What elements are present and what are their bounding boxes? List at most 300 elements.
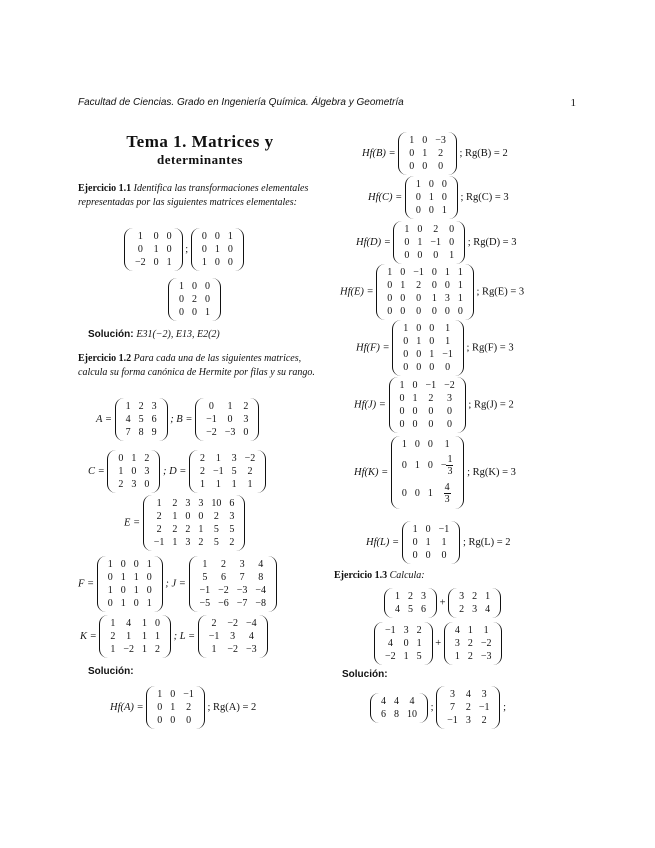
label-HE: Hf(E) =: [340, 286, 374, 298]
matrix-D: [189, 450, 266, 493]
matrix-cell: 3: [231, 453, 237, 464]
matrix-cell: 1: [231, 479, 237, 490]
matrix-cell: −2: [244, 453, 256, 464]
label-HK: Hf(K) =: [354, 467, 389, 478]
matrix-cell: 0: [416, 306, 422, 317]
matrix-cell: 0: [415, 192, 421, 203]
matrix-cell: 0: [427, 459, 433, 471]
matrix-cell: 0: [144, 479, 150, 490]
matrix-HA: [146, 686, 205, 729]
matrix-cell: 1: [403, 323, 409, 334]
matrix-J: [189, 556, 278, 612]
ex13-results: [370, 686, 506, 729]
ex12-solution-label: [88, 666, 134, 677]
ex11-matrix-row2: [168, 278, 221, 321]
matrix-HE: [376, 264, 474, 320]
rank-L: ; Rg(L) = 2: [462, 537, 511, 548]
matrix: [191, 228, 244, 271]
matrix-cell: 1: [215, 479, 221, 490]
rank-D: ; Rg(D) = 3: [467, 237, 517, 248]
matrix-cell: 0: [429, 336, 435, 347]
matrix-cell: 1: [215, 453, 221, 464]
matrix-cell: 1: [133, 585, 139, 596]
matrix-cell: 0: [214, 257, 220, 268]
matrix-cell: 2: [416, 625, 422, 636]
matrix-cell: 5: [231, 466, 237, 477]
matrix-cell: 0: [428, 419, 434, 430]
matrix-cell: −1: [413, 267, 424, 278]
matrix-cell: 1: [425, 537, 431, 548]
chapter-title: [78, 132, 322, 168]
matrix-cell: 0: [404, 250, 410, 261]
matrix-cell: −2: [385, 651, 396, 662]
matrix: [370, 693, 428, 723]
matrix-cell: 1: [444, 439, 450, 450]
matrix-cell: 0: [412, 380, 418, 391]
matrix-cell: −1: [183, 689, 194, 700]
matrix: [444, 622, 503, 665]
label-D: ; D =: [162, 466, 187, 477]
matrix-E: [143, 495, 246, 551]
matrix-cell: −3: [236, 585, 248, 596]
matrix-HC: [405, 176, 458, 219]
matrix-cell: 1: [118, 466, 124, 477]
matrix-cell: 0: [205, 281, 210, 292]
matrix-cell: 1: [126, 631, 132, 642]
matrix-cell: 1: [205, 307, 210, 318]
matrix-cell: −1: [438, 524, 450, 535]
matrix-cell: 1: [457, 267, 463, 278]
matrix-HB: [398, 132, 457, 175]
matrix-cell: 1: [428, 192, 434, 203]
matrix-cell: 1: [202, 559, 208, 570]
matrix-cell: 1: [445, 323, 451, 334]
matrix-cell: 3: [198, 498, 204, 509]
matrix-cell: 10: [407, 708, 417, 720]
matrix-cell: −1: [425, 380, 437, 391]
matrix-cell: 0: [412, 550, 418, 561]
matrix-cell: 4: [454, 625, 460, 636]
matrix-cell: 1: [449, 250, 455, 261]
matrix-cell: 0: [429, 362, 435, 373]
matrix-cell: 0: [227, 414, 233, 425]
matrix-cell: 1: [444, 267, 450, 278]
matrix-cell: 0: [146, 572, 152, 583]
matrix-cell: 2: [211, 618, 217, 629]
matrix-cell: 1: [214, 244, 220, 255]
matrix-cell: 1: [403, 651, 409, 662]
matrix-cell: 1: [120, 598, 126, 609]
title-line1: Tema 1. Matrices y: [126, 132, 274, 151]
matrix-cell: 0: [412, 406, 418, 417]
label-K: K =: [80, 631, 97, 642]
matrix-cell: 0: [157, 702, 163, 713]
matrix-cell: 0: [170, 715, 176, 726]
matrix-cell: 4: [394, 695, 399, 707]
matrix-cell: −3: [246, 644, 257, 655]
title-line2: determinantes: [157, 152, 243, 167]
matrix-cell: 8: [394, 708, 399, 720]
row-HC: [368, 176, 509, 219]
matrix-cell: 1: [412, 393, 418, 404]
matrix-cell: −3: [435, 135, 446, 146]
solution-label: Solución:: [342, 669, 388, 680]
matrix-cell: 8: [258, 572, 264, 583]
matrix-cell: −4: [246, 618, 257, 629]
solution-label: Solución:: [88, 666, 134, 677]
matrix-cell: 1: [441, 205, 447, 216]
matrix-cell: 0: [412, 419, 418, 430]
matrix-cell: 6: [229, 498, 235, 509]
matrix-cell: 2: [156, 524, 162, 535]
matrix-cell: 0: [166, 244, 172, 255]
matrix-cell: 5: [213, 524, 219, 535]
label-HA: Hf(A) =: [110, 702, 144, 713]
exercise-text: Calcula:: [389, 570, 425, 581]
matrix-cell: 1: [133, 572, 139, 583]
matrix-cell: 6: [381, 708, 386, 720]
matrix-cell: 4: [387, 638, 393, 649]
matrix-cell: 1: [457, 293, 463, 304]
row-K-L: [80, 615, 268, 658]
matrix-cell: 0: [449, 237, 455, 248]
matrix-cell: 0: [387, 293, 393, 304]
matrix-cell: 2: [213, 511, 219, 522]
matrix-cell: 1: [227, 401, 233, 412]
label-L: ; L =: [173, 631, 196, 642]
matrix-cell: 10: [211, 498, 222, 509]
header-text: Facultad de Ciencias. Grado en Ingeniería Química. Álgebra y Geometría: [78, 97, 404, 108]
matrix-cell: 1: [401, 439, 407, 450]
matrix-cell: 0: [428, 205, 434, 216]
matrix-cell: 3: [481, 689, 487, 700]
matrix: [124, 228, 183, 271]
matrix-cell: 1: [166, 257, 172, 268]
separator: ;: [185, 244, 189, 255]
matrix-cell: 4: [125, 414, 131, 425]
matrix-cell: 0: [120, 585, 126, 596]
matrix-cell: 0: [185, 511, 191, 522]
exercise-1-2: [78, 352, 322, 379]
matrix-cell: 1: [110, 644, 116, 655]
matrix-cell: 1: [445, 336, 451, 347]
matrix-cell: 0: [192, 281, 197, 292]
rank-A: ; Rg(A) = 2: [207, 702, 257, 713]
matrix-cell: 4: [258, 559, 264, 570]
matrix-cell: −1: [206, 414, 217, 425]
matrix-cell: 3: [151, 401, 157, 412]
matrix-cell: 0: [403, 638, 409, 649]
exercise-label: Ejercicio 1.1: [78, 183, 132, 194]
matrix-cell: 0: [446, 419, 452, 430]
matrix-cell: −8: [255, 598, 267, 609]
matrix-cell: 1: [120, 572, 126, 583]
matrix-cell: 5: [202, 572, 208, 583]
matrix-cell: 0: [399, 393, 405, 404]
matrix-cell: 2: [172, 498, 178, 509]
label-F: F =: [78, 578, 95, 590]
matrix-cell: 0: [425, 524, 431, 535]
matrix-cell: 3: [421, 591, 426, 602]
matrix-cell: 3: [472, 604, 478, 615]
matrix-cell: 2: [408, 591, 413, 602]
matrix-cell: 1: [198, 524, 204, 535]
matrix-cell: −4: [255, 585, 267, 596]
matrix-cell: −2: [444, 380, 455, 391]
matrix-cell: 1: [422, 148, 428, 159]
exercise-text: Identifica las transformaciones elementales representadas por las siguientes matrices elementales:: [78, 183, 309, 208]
rank-C: ; Rg(C) = 3: [460, 192, 509, 203]
row-A-B: [96, 398, 259, 441]
label-HF: Hf(F) =: [356, 342, 390, 354]
matrix-cell: 0: [205, 294, 210, 305]
matrix-cell: 2: [438, 148, 444, 159]
matrix-cell: 7: [239, 572, 245, 583]
plus-sign: +: [439, 597, 446, 609]
matrix-cell: 1: [137, 231, 143, 242]
matrix-cell: 1: [154, 631, 160, 642]
matrix-cell: 1: [201, 257, 207, 268]
matrix-cell: 1: [399, 380, 405, 391]
label-HB: Hf(B) =: [362, 148, 396, 159]
separator: ;: [503, 702, 506, 713]
matrix-cell: 1: [409, 135, 415, 146]
matrix-cell: 1: [485, 591, 491, 602]
row-E: [124, 495, 245, 551]
matrix-cell: 4: [248, 631, 254, 642]
matrix-cell: 0: [387, 306, 393, 317]
matrix-cell: 1: [483, 625, 489, 636]
matrix-cell: 1: [172, 511, 178, 522]
row-HB: [362, 132, 508, 175]
matrix-cell: 0: [201, 231, 207, 242]
label-A: A =: [96, 414, 112, 425]
matrix-cell: 1: [157, 689, 163, 700]
matrix-cell: 2: [138, 401, 144, 412]
plus-sign: +: [435, 638, 442, 649]
matrix-cell: 2: [416, 280, 422, 291]
matrix-cell: −1: [213, 466, 224, 477]
matrix-cell: 5: [229, 524, 235, 535]
matrix-cell: 2: [118, 479, 124, 490]
matrix-cell: 3: [243, 414, 249, 425]
matrix-cell: 5: [408, 604, 413, 615]
matrix-cell: 1: [125, 401, 131, 412]
exercise-1-1: [78, 182, 322, 209]
matrix-cell: 0: [170, 689, 176, 700]
matrix-cell: −3: [480, 651, 492, 662]
matrix-cell: 3: [454, 638, 460, 649]
matrix-cell: 0: [401, 459, 407, 471]
matrix-cell: 1: [156, 498, 162, 509]
matrix-cell: 1: [414, 459, 420, 471]
matrix-cell: 2: [200, 466, 206, 477]
matrix-cell: 0: [414, 487, 420, 499]
matrix-cell: 0: [427, 439, 433, 450]
matrix-cell: 2: [192, 294, 197, 305]
rank-F: ; Rg(F) = 3: [466, 342, 514, 354]
matrix-cell: 0: [416, 323, 422, 334]
row-C-D: [88, 450, 266, 493]
row-HL: [366, 521, 511, 564]
matrix-cell: 0: [438, 161, 444, 172]
ex13-sum1: [384, 588, 501, 618]
matrix-cell: 0: [422, 161, 428, 172]
matrix-cell: 1: [107, 585, 113, 596]
matrix-cell: −5: [199, 598, 211, 609]
matrix-cell: 6: [220, 572, 226, 583]
matrix-HL: [402, 521, 461, 564]
matrix-cell: 8: [138, 427, 144, 438]
matrix-cell: 1: [427, 487, 433, 499]
matrix: [436, 686, 500, 729]
matrix-cell: 0: [157, 715, 163, 726]
matrix-cell: 0: [416, 362, 422, 373]
matrix-cell: 0: [120, 559, 126, 570]
matrix-cell: 5: [213, 537, 219, 548]
matrix-cell: 3: [185, 537, 191, 548]
matrix-cell: 1: [417, 237, 423, 248]
matrix-cell: 2: [154, 644, 160, 655]
matrix-cell: 2: [433, 224, 439, 235]
matrix-cell: 1: [416, 336, 422, 347]
matrix-cell: 0: [431, 280, 437, 291]
solution-value: E31(−2), E13, E2(2): [136, 329, 220, 340]
matrix-cell: 0: [403, 362, 409, 373]
matrix-cell: 2: [243, 401, 249, 412]
matrix-cell: 0: [416, 349, 422, 360]
rank-J: ; Rg(J) = 2: [468, 399, 514, 411]
matrix-cell: −1: [385, 625, 396, 636]
matrix-cell: −1: [478, 702, 490, 713]
matrix-cell: 0: [415, 205, 421, 216]
separator: ;: [430, 702, 434, 713]
matrix-cell: 4: [381, 695, 386, 707]
matrix-cell: 0: [399, 406, 405, 417]
matrix-cell: 2: [465, 702, 471, 713]
row-HK: [354, 436, 516, 509]
matrix-cell: 0: [441, 179, 447, 190]
matrix-cell: 1: [107, 559, 113, 570]
matrix-cell: −2: [218, 585, 229, 596]
matrix-cell: −1: [208, 631, 220, 642]
matrix-cell: 3: [446, 393, 452, 404]
rank-E: ; Rg(E) = 3: [476, 286, 525, 298]
matrix-cell: 3: [465, 715, 471, 726]
matrix-cell: −1: [430, 237, 442, 248]
matrix-cell: 0: [431, 267, 437, 278]
matrix-cell: 7: [125, 427, 131, 438]
matrix-cell: 2: [459, 604, 465, 615]
matrix-cell: −6: [218, 598, 229, 609]
matrix-cell: 2: [220, 559, 226, 570]
row-HE: [340, 264, 524, 320]
matrix-cell: 0: [179, 307, 184, 318]
matrix-cell: 0: [409, 161, 415, 172]
label-J: ; J =: [165, 578, 186, 590]
exercise-text: Para cada una de las siguientes matrices, calcula su forma canónica de Hermite por filas y su rango.: [78, 353, 315, 378]
matrix-cell: 1: [395, 591, 400, 602]
matrix-HD: [393, 221, 465, 264]
matrix-cell: 0: [431, 306, 437, 317]
matrix-cell: 3: [449, 689, 455, 700]
ex13-solution-label: [342, 669, 388, 680]
exercise-label: Ejercicio 1.3: [334, 570, 388, 581]
matrix-cell: 0: [118, 453, 124, 464]
row-HD: [356, 221, 516, 264]
matrix-cell: 1: [416, 638, 422, 649]
matrix-cell: 0: [428, 179, 434, 190]
label-HJ: Hf(J) =: [354, 399, 386, 411]
matrix-cell: 1: [404, 224, 410, 235]
matrix-cell: 0: [446, 406, 452, 417]
matrix-cell: −1: [442, 349, 453, 360]
matrix-cell: 1: [247, 479, 253, 490]
matrix-cell: 3: [144, 466, 150, 477]
matrix-cell: 1: [110, 618, 116, 629]
matrix-cell: 4: [485, 604, 491, 615]
matrix-cell: 0: [166, 231, 172, 242]
matrix-cell: 0: [441, 192, 447, 203]
matrix-cell: 0: [133, 559, 139, 570]
matrix-cell: − $\frac{1}{3}$: [440, 453, 453, 477]
matrix-cell: 2: [247, 466, 253, 477]
label-E: E =: [124, 517, 141, 529]
matrix-cell: 4: [126, 618, 132, 629]
matrix-cell: 0: [414, 439, 420, 450]
matrix-cell: 0: [400, 267, 406, 278]
matrix-cell: 0: [387, 280, 393, 291]
matrix-cell: 0: [422, 135, 428, 146]
matrix-cell: 1: [467, 625, 473, 636]
matrix-cell: 9: [151, 427, 157, 438]
matrix-cell: 1: [141, 618, 147, 629]
matrix-cell: 0: [146, 585, 152, 596]
page-number: 1: [570, 97, 576, 109]
matrix-cell: 2: [467, 651, 473, 662]
matrix-cell: 1: [400, 280, 406, 291]
matrix-cell: 1: [170, 702, 176, 713]
matrix-cell: 1: [415, 179, 421, 190]
matrix-cell: −7: [236, 598, 248, 609]
matrix-cell: 0: [243, 427, 249, 438]
matrix-cell: 0: [208, 401, 214, 412]
matrix-HK: [391, 436, 465, 509]
matrix-cell: −1: [199, 585, 211, 596]
matrix-cell: 0: [400, 306, 406, 317]
matrix-cell: 6: [421, 604, 426, 615]
matrix-cell: 0: [409, 148, 415, 159]
label-B: ; B =: [170, 414, 193, 425]
matrix-cell: 1: [441, 537, 447, 548]
matrix-cell: 0: [403, 349, 409, 360]
matrix-cell: 0: [227, 244, 233, 255]
matrix-cell: 3: [230, 631, 236, 642]
matrix-cell: 3: [403, 625, 409, 636]
matrix-cell: 0: [400, 293, 406, 304]
matrix-cell: 2: [200, 453, 206, 464]
matrix-cell: 0: [441, 550, 447, 561]
matrix-cell: 1: [454, 651, 460, 662]
matrix-cell: 0: [227, 257, 233, 268]
matrix-cell: 0: [137, 244, 143, 255]
row-HA: [110, 686, 256, 729]
matrix-cell: 4: [409, 695, 415, 707]
matrix-cell: 1: [457, 280, 463, 291]
matrix-cell: 6: [151, 414, 157, 425]
matrix-cell: 0: [179, 294, 184, 305]
matrix-cell: 2: [467, 638, 473, 649]
